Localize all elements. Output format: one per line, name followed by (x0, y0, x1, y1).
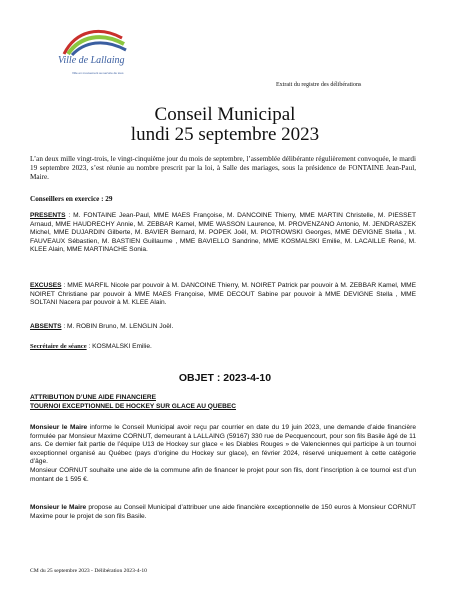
objet-heading: OBJET : 2023-4-10 (178, 372, 272, 384)
secretary-name: : KOSMALSKI Emilie. (86, 343, 152, 350)
town-logo (50, 24, 150, 104)
page-footer: CM du 25 septembre 2023 - Délibération 2023-4-10 (30, 568, 147, 574)
logo-swoosh-icon (58, 24, 128, 56)
absent-names: : M. ROBIN Bruno, M. LENGLIN Joël. (61, 323, 174, 330)
councillors-label: Conseillers en exercice : 29 (30, 195, 113, 203)
present-label: PRESENTS (30, 212, 66, 219)
document-date: lundi 25 septembre 2023 (130, 124, 320, 145)
logo-tagline: Ville en mouvement au service de tous (72, 71, 124, 75)
secretary-line (30, 343, 416, 352)
para1-text2: Monsieur CORNUT souhaite une aide de la commune afin de financer le projet pour son fils, dont l’inscription à ce tournoi est d’un montant de 1 595 €. (30, 466, 416, 483)
para1-label: Monsieur le Maire (30, 424, 88, 431)
paragraph-1 (30, 424, 416, 484)
excused-list (30, 282, 416, 308)
absent-label: ABSENTS (30, 323, 62, 330)
present-names: : M. FONTAINE Jean-Paul, MME MAES Françoise, M. DANCOINE Thierry, MME MARTIN Christelle, M. PIESSET Arnaud, MME HAUDRECHY Annie, M. ZEBBAR Kamel, MME WASSON Laurence, M. PROVENZANO Antonio, M. JENDRASZEK Michel, MME DUJARDIN Gilberte, M. BAVIER Bernard, M. POPEK Joël, M. PIOTROWSKI Georges, MME DEVIGNE Stella , M. FAUVEAUX Sébastien, M. BASTIEN Guillaume , MME BAVIELLO Sandrine, MME KOSMALSKI Emilie, M. LACAILLE René, M. KLEE Alain, MME MARTINACHE Sonia. (30, 212, 416, 254)
extract-label: Extrait du registre des délibérations (276, 82, 362, 88)
paragraph-2 (30, 504, 416, 521)
excused-names: : MME MARFIL Nicole par pouvoir à M. DANCOINE Thierry, M. NOIRET Patrick par pouvoir à M. ZEBBAR Kamel, MME NOIRET Christiane par pouvoir à MME MAES Françoise, MME DECOUT Sabine par pouvoir à MME DEVIGNE Stella , MME SOLTANI Nacera par pouvoir à M. KLEE Alain. (30, 282, 416, 307)
subject-block (30, 394, 416, 411)
excused-label: EXCUSES (30, 282, 62, 289)
absent-list (30, 323, 416, 332)
logo-name: Ville de Lallaing (58, 55, 125, 66)
subject-line1: ATTRIBUTION D’UNE AIDE FINANCIERE (30, 394, 157, 401)
para2-text: propose au Conseil Municipal d’attribuer une aide financière exceptionnelle de 150 euros à Monsieur CORNUT Maxime pour le projet de son fils Basile. (30, 504, 417, 520)
subject-line2: TOURNOI EXCEPTIONNEL DE HOCKEY SUR GLACE AU QUEBEC (30, 402, 237, 410)
secretary-label: Secrétaire de séance (30, 343, 87, 350)
document-title: Conseil Municipal (154, 104, 296, 125)
intro-paragraph: L’an deux mille vingt-trois, le vingt-cinquième jour du mois de septembre, l’assemblée délibérante régulièrement convoquée, le mardi 19 septembre 2023, s’est réunie au nombre prescrit par la loi, à Salle des mariages, sous la présidence de FONTAINE Jean-Paul, Maire. (30, 155, 416, 181)
councillors-count (30, 195, 416, 204)
present-list (30, 212, 416, 255)
para1-text: informe le Conseil Municipal avoir reçu par courrier en date du 19 juin 2023, une demande d’aide financière formulée par Monsieur Maxime CORNUT, demeurant à LALLAING (59167) 330 rue de Pecquencourt, pour son fils Basile âgé de 11 ans. Ce dernier fait partie de l’équipe U13 de Hockey sur glace « les Diables Rouges » de Valenciennes qui participe à un tournoi exceptionnel organisé au Québec (pays d’origine du Hockey sur glace), en février 2024, réservé uniquement à cette catégorie d’âge. (30, 424, 416, 466)
para2-label: Monsieur le Maire (30, 504, 87, 511)
